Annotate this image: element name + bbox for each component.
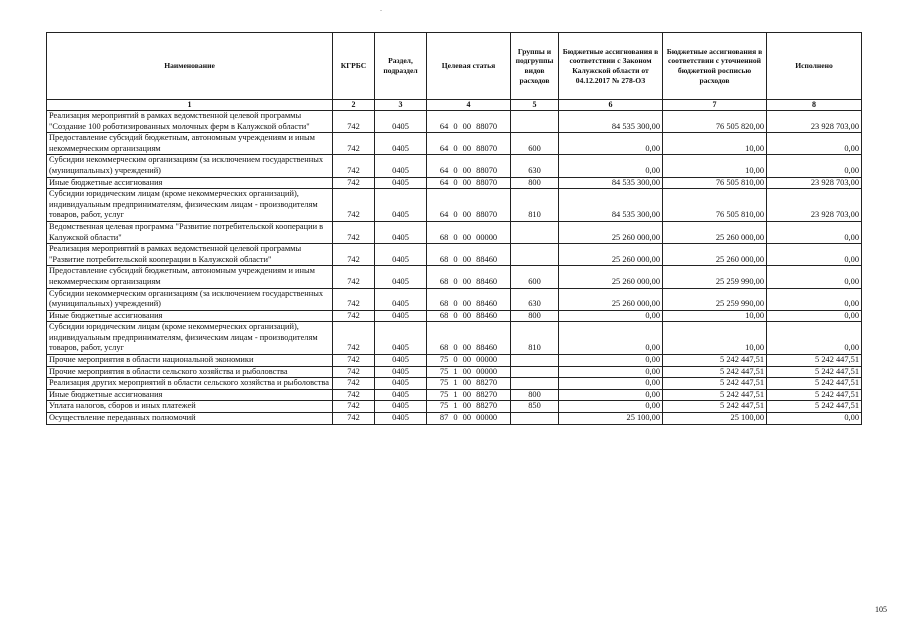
cell-group: 800 xyxy=(511,177,559,189)
cell-group xyxy=(511,221,559,243)
cell-name: Иные бюджетные ассигнования xyxy=(47,389,333,401)
budget-table xyxy=(46,32,862,425)
table-row xyxy=(47,111,862,133)
cell-law: 25 100,00 xyxy=(559,413,663,425)
cell-executed: 23 928 703,00 xyxy=(767,111,862,133)
col-number: 4 xyxy=(427,100,511,111)
cell-executed: 5 242 447,51 xyxy=(767,378,862,390)
cell-name: Предоставление субсидий бюджетным, автономным учреждениям и иным некоммерческим организациям xyxy=(47,266,333,288)
table-row xyxy=(47,133,862,155)
budget-table-sheet xyxy=(46,32,861,425)
cell-section: 0405 xyxy=(375,288,427,310)
cell-name: Предоставление субсидий бюджетным, автономным учреждениям и иным некоммерческим организациям xyxy=(47,133,333,155)
header-target: Целевая статья xyxy=(427,33,511,100)
cell-section: 0405 xyxy=(375,401,427,413)
cell-refined: 5 242 447,51 xyxy=(663,378,767,390)
cell-executed: 0,00 xyxy=(767,266,862,288)
cell-target: 75 1 00 00000 xyxy=(427,366,511,378)
cell-executed: 5 242 447,51 xyxy=(767,366,862,378)
cell-section: 0405 xyxy=(375,244,427,266)
cell-law: 0,00 xyxy=(559,366,663,378)
cell-section: 0405 xyxy=(375,133,427,155)
cell-refined: 10,00 xyxy=(663,155,767,177)
cell-law: 0,00 xyxy=(559,322,663,355)
cell-kgrbs: 742 xyxy=(333,266,375,288)
table-row xyxy=(47,378,862,390)
header-group: Группы и подгруппы видов расходов xyxy=(511,33,559,100)
cell-kgrbs: 742 xyxy=(333,189,375,222)
cell-name: Субсидии юридическим лицам (кроме некоммерческих организаций), индивидуальным предпринимателям, физическим лицам - производителям товаров, работ, услуг xyxy=(47,322,333,355)
cell-refined: 25 259 990,00 xyxy=(663,288,767,310)
cell-law: 0,00 xyxy=(559,155,663,177)
cell-section: 0405 xyxy=(375,155,427,177)
cell-kgrbs: 742 xyxy=(333,177,375,189)
cell-target: 75 1 00 88270 xyxy=(427,378,511,390)
cell-section: 0405 xyxy=(375,366,427,378)
col-number: 5 xyxy=(511,100,559,111)
cell-executed: 5 242 447,51 xyxy=(767,389,862,401)
cell-section: 0405 xyxy=(375,189,427,222)
cell-section: 0405 xyxy=(375,111,427,133)
cell-kgrbs: 742 xyxy=(333,355,375,367)
cell-refined: 25 100,00 xyxy=(663,413,767,425)
cell-group xyxy=(511,366,559,378)
cell-kgrbs: 742 xyxy=(333,413,375,425)
header-executed: Исполнено xyxy=(767,33,862,100)
cell-executed: 0,00 xyxy=(767,244,862,266)
table-row xyxy=(47,413,862,425)
cell-name: Ведомственная целевая программа "Развитие потребительской кооперации в Калужской области" xyxy=(47,221,333,243)
cell-target: 75 0 00 00000 xyxy=(427,355,511,367)
table-row xyxy=(47,389,862,401)
cell-law: 25 260 000,00 xyxy=(559,221,663,243)
col-number: 3 xyxy=(375,100,427,111)
header-refined: Бюджетные ассигнования в соответствии с уточненной бюджетной росписью расходов xyxy=(663,33,767,100)
cell-law: 0,00 xyxy=(559,133,663,155)
cell-section: 0405 xyxy=(375,389,427,401)
table-row xyxy=(47,189,862,222)
cell-refined: 5 242 447,51 xyxy=(663,355,767,367)
cell-target: 64 0 00 88070 xyxy=(427,133,511,155)
cell-law: 0,00 xyxy=(559,378,663,390)
cell-target: 64 0 00 88070 xyxy=(427,177,511,189)
cell-target: 87 0 00 00000 xyxy=(427,413,511,425)
cell-name: Иные бюджетные ассигнования xyxy=(47,177,333,189)
cell-refined: 10,00 xyxy=(663,310,767,322)
cell-group: 630 xyxy=(511,288,559,310)
header-kgrbs: КГРБС xyxy=(333,33,375,100)
top-mark: - xyxy=(380,8,382,14)
cell-kgrbs: 742 xyxy=(333,155,375,177)
page-number: 105 xyxy=(875,605,887,614)
cell-target: 64 0 00 88070 xyxy=(427,189,511,222)
cell-target: 68 0 00 88460 xyxy=(427,266,511,288)
cell-executed: 0,00 xyxy=(767,413,862,425)
cell-kgrbs: 742 xyxy=(333,244,375,266)
cell-kgrbs: 742 xyxy=(333,310,375,322)
cell-refined: 25 260 000,00 xyxy=(663,221,767,243)
table-row xyxy=(47,401,862,413)
col-number: 2 xyxy=(333,100,375,111)
cell-refined: 5 242 447,51 xyxy=(663,366,767,378)
cell-name: Субсидии юридическим лицам (кроме некоммерческих организаций), индивидуальным предпринимателям, физическим лицам - производителям товаров, работ, услуг xyxy=(47,189,333,222)
col-number: 1 xyxy=(47,100,333,111)
cell-name: Прочие мероприятия в области сельского хозяйства и рыболовства xyxy=(47,366,333,378)
cell-refined: 25 259 990,00 xyxy=(663,266,767,288)
cell-name: Реализация других мероприятий в области сельского хозяйства и рыболовства xyxy=(47,378,333,390)
cell-kgrbs: 742 xyxy=(333,288,375,310)
cell-group: 850 xyxy=(511,401,559,413)
header-row xyxy=(47,33,862,100)
cell-section: 0405 xyxy=(375,413,427,425)
cell-section: 0405 xyxy=(375,266,427,288)
cell-executed: 0,00 xyxy=(767,133,862,155)
cell-law: 25 260 000,00 xyxy=(559,288,663,310)
cell-target: 64 0 00 88070 xyxy=(427,155,511,177)
cell-refined: 76 505 810,00 xyxy=(663,189,767,222)
cell-kgrbs: 742 xyxy=(333,366,375,378)
header-law: Бюджетные ассигнования в соответствии с Законом Калужской области от 04.12.2017 № 278-ОЗ xyxy=(559,33,663,100)
cell-law: 84 535 300,00 xyxy=(559,177,663,189)
cell-name: Иные бюджетные ассигнования xyxy=(47,310,333,322)
cell-executed: 0,00 xyxy=(767,310,862,322)
table-row xyxy=(47,355,862,367)
cell-group xyxy=(511,111,559,133)
cell-name: Осуществление переданных полномочий xyxy=(47,413,333,425)
cell-kgrbs: 742 xyxy=(333,378,375,390)
cell-refined: 10,00 xyxy=(663,322,767,355)
cell-target: 68 0 00 00000 xyxy=(427,221,511,243)
cell-group: 630 xyxy=(511,155,559,177)
cell-refined: 10,00 xyxy=(663,133,767,155)
cell-name: Субсидии некоммерческим организациям (за исключением государственных (муниципальных) учреждений) xyxy=(47,155,333,177)
cell-target: 68 0 00 88460 xyxy=(427,244,511,266)
cell-refined: 5 242 447,51 xyxy=(663,401,767,413)
cell-executed: 0,00 xyxy=(767,221,862,243)
cell-refined: 25 260 000,00 xyxy=(663,244,767,266)
cell-group xyxy=(511,413,559,425)
cell-law: 25 260 000,00 xyxy=(559,244,663,266)
cell-section: 0405 xyxy=(375,177,427,189)
cell-law: 0,00 xyxy=(559,355,663,367)
cell-kgrbs: 742 xyxy=(333,111,375,133)
cell-law: 84 535 300,00 xyxy=(559,111,663,133)
cell-group xyxy=(511,355,559,367)
cell-section: 0405 xyxy=(375,221,427,243)
cell-target: 68 0 00 88460 xyxy=(427,288,511,310)
header-name: Наименование xyxy=(47,33,333,100)
cell-executed: 5 242 447,51 xyxy=(767,355,862,367)
cell-kgrbs: 742 xyxy=(333,389,375,401)
col-number: 8 xyxy=(767,100,862,111)
cell-refined: 76 505 810,00 xyxy=(663,177,767,189)
table-row xyxy=(47,155,862,177)
cell-group: 600 xyxy=(511,133,559,155)
cell-refined: 76 505 820,00 xyxy=(663,111,767,133)
table-row xyxy=(47,244,862,266)
cell-executed: 23 928 703,00 xyxy=(767,189,862,222)
table-row xyxy=(47,366,862,378)
cell-target: 75 1 00 88270 xyxy=(427,389,511,401)
cell-law: 25 260 000,00 xyxy=(559,266,663,288)
col-number: 7 xyxy=(663,100,767,111)
cell-executed: 0,00 xyxy=(767,288,862,310)
col-number: 6 xyxy=(559,100,663,111)
cell-name: Уплата налогов, сборов и иных платежей xyxy=(47,401,333,413)
cell-refined: 5 242 447,51 xyxy=(663,389,767,401)
cell-group xyxy=(511,244,559,266)
cell-law: 84 535 300,00 xyxy=(559,189,663,222)
cell-executed: 23 928 703,00 xyxy=(767,177,862,189)
cell-section: 0405 xyxy=(375,310,427,322)
table-row xyxy=(47,322,862,355)
table-row xyxy=(47,288,862,310)
column-numbers-row xyxy=(47,100,862,111)
cell-group: 810 xyxy=(511,189,559,222)
cell-executed: 0,00 xyxy=(767,155,862,177)
cell-group: 800 xyxy=(511,389,559,401)
cell-law: 0,00 xyxy=(559,389,663,401)
cell-group: 810 xyxy=(511,322,559,355)
header-section: Раздел, подраздел xyxy=(375,33,427,100)
cell-kgrbs: 742 xyxy=(333,401,375,413)
cell-target: 68 0 00 88460 xyxy=(427,322,511,355)
cell-executed: 5 242 447,51 xyxy=(767,401,862,413)
cell-group xyxy=(511,378,559,390)
cell-kgrbs: 742 xyxy=(333,133,375,155)
table-row xyxy=(47,266,862,288)
cell-law: 0,00 xyxy=(559,310,663,322)
table-row xyxy=(47,177,862,189)
cell-kgrbs: 742 xyxy=(333,322,375,355)
cell-group: 600 xyxy=(511,266,559,288)
cell-name: Реализация мероприятий в рамках ведомственной целевой программы "Развитие потребительской кооперации в Калужской области" xyxy=(47,244,333,266)
cell-target: 64 0 00 88070 xyxy=(427,111,511,133)
cell-name: Прочие мероприятия в области национальной экономики xyxy=(47,355,333,367)
cell-target: 75 1 00 88270 xyxy=(427,401,511,413)
cell-target: 68 0 00 88460 xyxy=(427,310,511,322)
cell-executed: 0,00 xyxy=(767,322,862,355)
cell-law: 0,00 xyxy=(559,401,663,413)
cell-kgrbs: 742 xyxy=(333,221,375,243)
cell-name: Реализация мероприятий в рамках ведомственной целевой программы "Создание 100 роботизированных молочных ферм в Калужской области" xyxy=(47,111,333,133)
table-row xyxy=(47,310,862,322)
cell-group: 800 xyxy=(511,310,559,322)
cell-section: 0405 xyxy=(375,378,427,390)
table-row xyxy=(47,221,862,243)
cell-section: 0405 xyxy=(375,355,427,367)
cell-section: 0405 xyxy=(375,322,427,355)
cell-name: Субсидии некоммерческим организациям (за исключением государственных (муниципальных) учреждений) xyxy=(47,288,333,310)
